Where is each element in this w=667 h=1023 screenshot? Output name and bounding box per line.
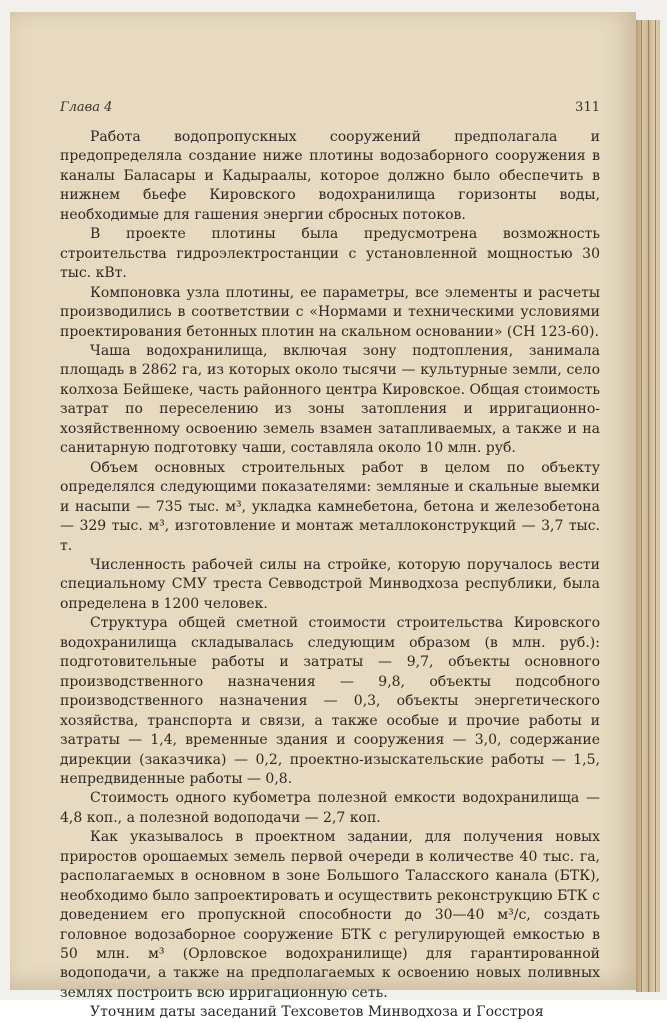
paragraph: Уточним даты заседаний Техсоветов Минводхоза и Госстроя bbox=[90, 1004, 544, 1021]
paragraph: Стоимость одного кубометра полезной емкости водохранилища — 4,8 коп., а полезной водоподачи — 2,7 коп. bbox=[60, 790, 600, 826]
page-edge-line bbox=[648, 20, 649, 992]
page-edge-line bbox=[641, 20, 642, 992]
paragraph: Компоновка узла плотины, ее параметры, все элементы и расчеты производились в соответствии с «Нормами и техническими условиями проектирования бетонных плотин на скальном основании» (СН 123-60). bbox=[60, 284, 600, 340]
paragraph: Работа водопропускных сооружений предполагала и предопределяла создание ниже плотины водозаборного сооружения в каналы Баласары и Кадыраалы, которое должно было обеспечить в нижнем бьефе Кировского водохранилища горизонты воды, необходимые для гашения энергии сбросных потоков. bbox=[60, 129, 600, 223]
paragraph: Как указывалось в проектном задании, для получения новых приростов орошаемых земель первой очереди в количестве 40 тыс. га, располагаемых в основном в зоне Большого Таласского канала (БТК), необходимо было запроектировать и осуществить реконструкцию БТК с доведением его пропускной способности до 30—40 м³/с, создать головное водозаборное сооружение БТК с регулирующей емкостью в 50 млн. м³ (Орловское водохранилище) для гарантированной водоподачи, а также на предполагаемых к освоению новых поливных землях построить всю ирригационную сеть. bbox=[60, 829, 600, 1001]
page-number: 311 bbox=[575, 100, 600, 115]
body-text bbox=[60, 128, 600, 1023]
running-head bbox=[60, 100, 600, 120]
page-edge-line bbox=[655, 20, 656, 992]
paragraph: Объем основных строительных работ в целом по объекту определялся следующими показателями: земляные и скальные выемки и насыпи — 735 тыс. м³, укладка камнебетона, бетона и железобетона — 329 тыс. м³, изготовление и монтаж металлоконструкций — 3,7 тыс. т. bbox=[60, 459, 600, 554]
paragraph: Структура общей сметной стоимости строительства Кировского водохранилища складывалась следующим образом (в млн. руб.): подготовительные работы и затраты — 9,7, объекты основного производственного назначения — 9,8, объекты подсобного производственного назначения — 0,3, объекты энергетического хозяйства, транспорта и связи, а также особые и прочие работы и затраты — 1,4, временные здания и сооружения — 3,0, содержание дирекции (заказчика) — 0,2, проектно-изыскательские работы — 1,5, непредвиденные работы — 0,8. bbox=[60, 615, 600, 787]
paragraph: Численность рабочей силы на стройке, которую поручалось вести специальному СМУ треста Севводстрой Минводхоза республики, была определена в 1200 человек. bbox=[60, 556, 600, 612]
chapter-label: Глава 4 bbox=[60, 100, 113, 115]
paragraph: Чаша водохранилища, включая зону подтопления, занимала площадь в 2862 га, из которых около тысячи — культурные земли, село колхоза Бейшеке, часть районного центра Кировское. Общая стоимость затрат по переселению из зоны затопления и ирригационно-хозяйственному освоению земель взамен затапливаемых, а также и на санитарную подготовку чаши, составляла около 10 млн. руб. bbox=[60, 342, 600, 457]
paragraph: В проекте плотины была предусмотрена возможность строительства гидроэлектростанции с установленной мощностью 30 тыс. кВт. bbox=[60, 226, 600, 282]
